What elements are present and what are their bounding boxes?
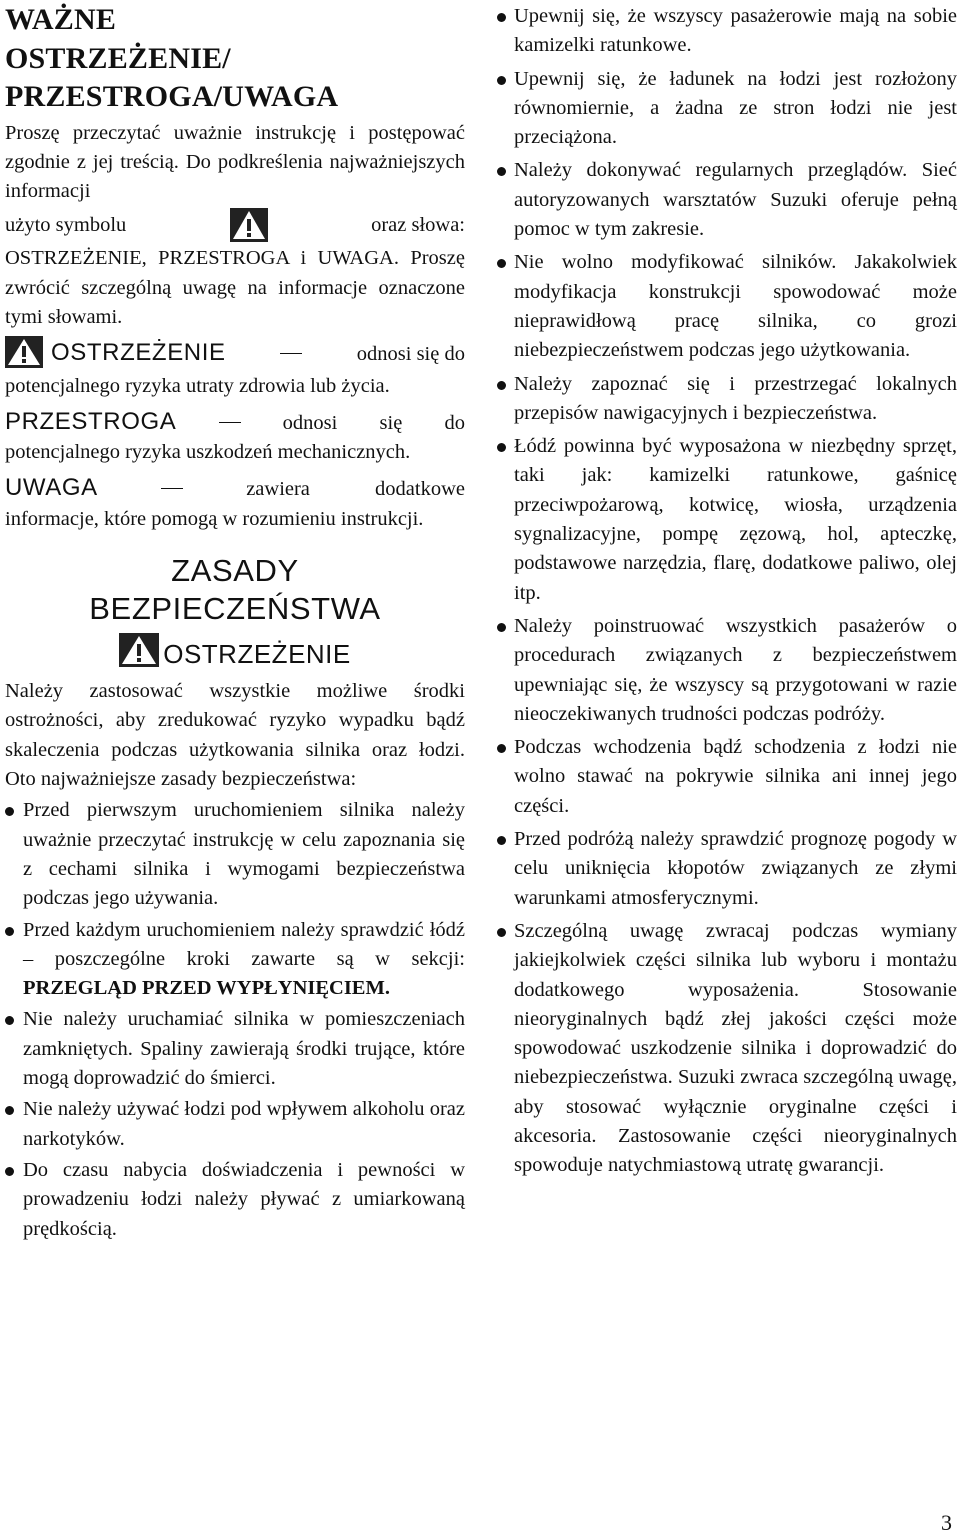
list-item [497,248,957,365]
definition-note [5,473,465,534]
definition-warning [5,338,465,401]
bullet-dot-icon [497,928,506,937]
definition-note-rest: zawiera dodatkowe [246,478,465,501]
section-title-line-1: ZASADY [171,553,299,589]
bullet-dot-icon [5,807,14,816]
section-title [5,552,465,628]
list-item [497,432,957,608]
symbol-line [5,208,465,242]
intro-paragraph-2: OSTRZEŻENIE, PRZESTROGA i UWAGA. Proszę zwrócić szczególną uwagę na informacje oznaczone tymi słowami. [5,247,465,328]
main-title-line-1: WAŻNE [5,3,117,36]
list-item [497,612,957,729]
dash-divider [280,353,302,354]
warning-triangle-icon [230,208,268,242]
bullet-dot-icon [5,927,14,936]
definition-caution-term: PRZESTROGA [5,407,177,435]
bullet-dot-icon [497,443,506,452]
main-title [5,1,465,117]
warning-heading [5,638,465,673]
warning-body: Należy zastosować wszystkie możliwe środki ostrożności, aby zredukować ryzyko wypadku bądź skaleczenia podczas użytkowania silnika oraz łodzi. Oto najważniejsze zasady bezpieczeństwa: [5,680,465,791]
bullet-dot-icon [5,1016,14,1025]
definition-caution-word-2: się [379,411,403,434]
left-column [5,0,465,1246]
list-item [5,1095,465,1154]
intro-paragraph: Proszę przeczytać uważnie instrukcję i postępować zgodnie z jej treścią. Do podkreślenia najważniejszych informacji [5,121,465,203]
bullet-dot-icon [497,623,506,632]
list-item-text: Należy zapoznać się i przestrzegać lokalnych przepisów nawigacyjnych i bezpieczeństwa. [514,372,957,424]
bullet-dot-icon [497,259,506,268]
list-item [497,825,957,913]
list-item-text: Należy poinstruować wszystkich pasażerów o procedurach związanych z bezpieczeństwem upewniając się, że wszyscy są przygotowani w razie nieoczekiwanych trudności podczas podróży. [514,614,957,725]
section-title-line-2: BEZPIECZEŃSTWA [89,591,381,627]
list-item [5,1005,465,1093]
bullet-dot-icon [5,1167,14,1176]
definition-warning-rest: odnosi się do [356,343,465,366]
warning-triangle-icon [5,336,43,368]
bullet-dot-icon [497,13,506,22]
bullet-dot-icon [497,836,506,845]
bullet-dot-icon [497,381,506,390]
list-item-text: Przed każdym uruchomieniem należy sprawdzić łódź – poszczególne kroki zawarte są w sekcji: [23,918,465,970]
symbol-line-text-a: użyto symbolu [5,213,127,236]
right-column [497,0,957,1185]
list-item [497,65,957,153]
list-item [497,2,957,61]
list-item-text: Łódź powinna być wyposażona w niezbędny sprzęt, taki jak: kamizelki ratunkowe, gaśnicę przeciwpożarową, kotwicę, wiosła, urządzenia sygnalizacyjne, pompę zęzową, hol, apteczkę, podstawowe narzędzia, flarę, dodatkowe paliwo, olej itp. [514,435,957,604]
main-title-line-3: PRZESTROGA/UWAGA [5,80,339,113]
list-item [497,733,957,821]
page-number: 3 [941,1509,952,1535]
list-item [497,156,957,244]
list-item [5,796,465,913]
list-item-text: Nie należy uruchamiać silnika w pomieszczeniach zamkniętych. Spaliny zawierają środki trujące, które mogą doprowadzić do śmierci. [23,1008,465,1090]
definition-caution-word-3: do [444,411,465,434]
dash-divider [219,422,241,423]
list-item [5,1156,465,1244]
definition-caution [5,407,465,468]
left-bullet-list [5,796,465,1243]
main-title-line-2: OSTRZEŻENIE/ [5,41,231,75]
bullet-dot-icon [497,167,506,176]
list-item-text: Przed pierwszym uruchomieniem silnika należy uważnie przeczytać instrukcję w celu zapoznania się z cechami silnika i wymogami bezpieczeństwa podczas jego używania. [23,799,465,910]
definition-caution-word-1: odnosi [282,411,338,434]
list-item-text: Nie należy używać łodzi pod wpływem alkoholu oraz narkotyków. [23,1098,465,1150]
bullet-dot-icon [497,744,506,753]
list-item-text: Szczególną uwagę zwracaj podczas wymiany jakiejkolwiek części silnika lub wyboru i montażu dodatkowego wyposażenia. Stosowanie nieoryginalnych bądź złej jakości części może spowodować uszkodzenie silnika i doprowadzić do niebezpieczeństwa. Suzuki zwraca szczególną uwagę, aby stosować wyłącznie oryginalne części i akcesoria. Zastosowanie części nieoryginalnych spowoduje natychmiastową utratę gwarancji. [514,919,957,1177]
bullet-dot-icon [5,1106,14,1115]
definition-warning-term: OSTRZEŻENIE [51,339,226,367]
list-item-text: Przed podróżą należy sprawdzić prognozę pogody w celu uniknięcia kłopotów związanych ze złymi warunkami atmosferycznymi. [514,828,957,909]
warning-triangle-icon [119,633,159,667]
list-item-text: Do czasu nabycia doświadczenia i pewności w prowadzeniu łodzi należy pływać z umiarkowaną prędkością. [23,1158,465,1240]
definition-caution-text: potencjalnego ryzyka uszkodzeń mechanicznych. [5,441,411,464]
list-item-text: Nie wolno modyfikować silników. Jakakolwiek modyfikacja konstrukcji spowodować może nieprawidłową pracę silnika, co grozi niebezpieczeństwem podczas jego użytkowania. [514,251,957,362]
list-item-text: Należy dokonywać regularnych przeglądów. Sieć autoryzowanych warsztatów Suzuki oferuje pełną pomoc w tym zakresie. [514,159,957,241]
list-item [497,917,957,1181]
right-bullet-list [497,2,957,1181]
list-item-text: Upewnij się, że ładunek na łodzi jest rozłożony równomiernie, a żadna ze stron łodzi nie jest przeciążona. [514,67,957,149]
list-item [497,370,957,429]
definition-note-text: informacje, które pomogą w rozumieniu instrukcji. [5,507,424,530]
symbol-line-text-b: oraz słowa: [371,213,465,236]
warning-heading-label: OSTRZEŻENIE [163,639,351,670]
bullet-dot-icon [497,76,506,85]
list-item-text: Podczas wchodzenia bądź schodzenia z łodzi nie wolno stawać na pokrywie silnika ani innej jego części. [514,736,957,817]
list-item [5,916,465,1004]
dash-divider [161,488,183,489]
list-item-text: Upewnij się, że wszyscy pasażerowie mają na sobie kamizelki ratunkowe. [514,5,957,57]
definition-warning-text: potencjalnego ryzyka utraty zdrowia lub życia. [5,374,390,397]
list-item-bold-text: PRZEGLĄD PRZED WYPŁYNIĘCIEM. [23,977,390,1000]
definition-note-term: UWAGA [5,474,98,502]
